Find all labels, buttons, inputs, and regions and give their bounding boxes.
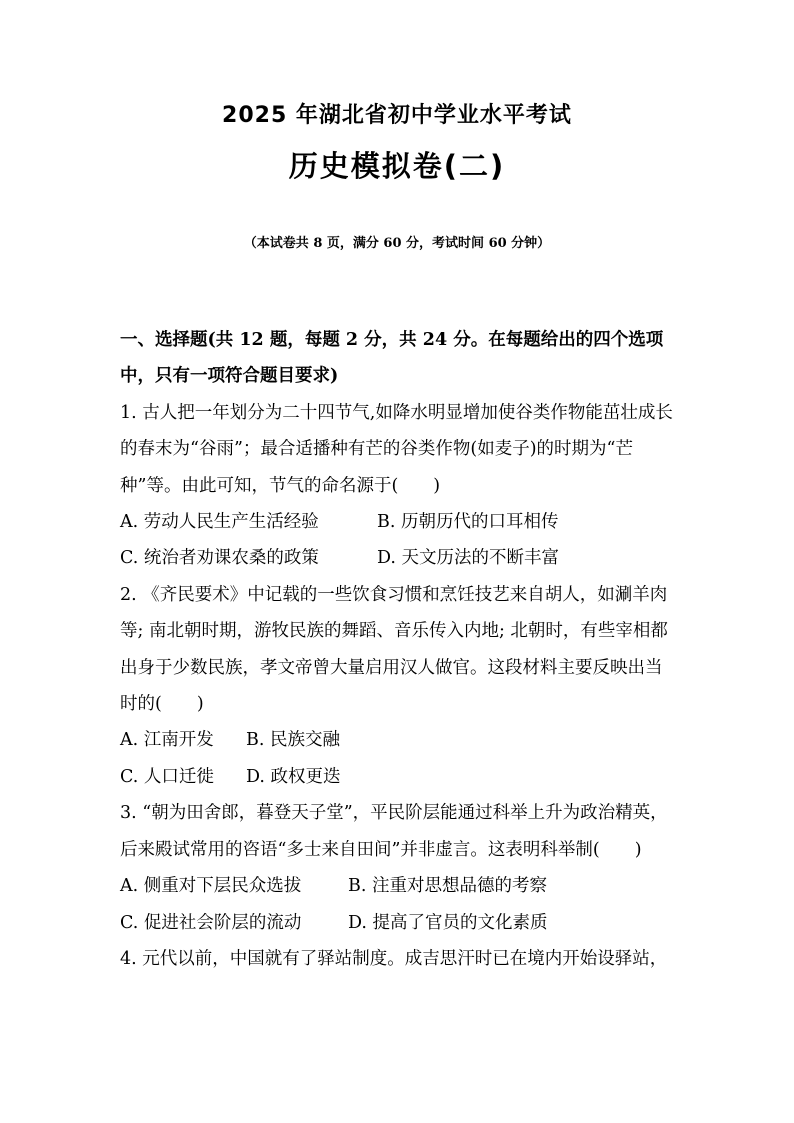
exam-title: 2025 年湖北省初中学业水平考试 (222, 103, 572, 128)
question-3-option-c: C. 促进社会阶层的流动 (120, 912, 302, 933)
question-2-option-a: A. 江南开发 (120, 730, 214, 751)
question-1-option-b: B. 历朝历代的口耳相传 (377, 512, 559, 533)
exam-note: （本试卷共 8 页，满分 60 分，考试时间 60 分钟） (243, 236, 551, 251)
question-1-options-row2 (120, 540, 676, 576)
question-4-stem: 4. 元代以前，中国就有了驿站制度。成吉思汗时已在境内开始设驿站， (120, 948, 668, 969)
question-3-stem: 3. “朝为田舍郎，暮登天子堂”，平民阶层能通过科举上升为政治精英，后来殿试常用的咨语“多士来自田间”并非虚言。这表明科举制( ) (120, 803, 668, 860)
question-3-option-b: B. 注重对思想品德的考察 (348, 876, 547, 897)
section-heading: 一、选择题(共 12 题，每题 2 分，共 24 分。在每题给出的四个选项中，只有一项符合题目要求) (120, 330, 664, 387)
question-3-option-a: A. 侧重对下层民众选拔 (120, 876, 302, 897)
question-2-option-b: B. 民族交融 (246, 730, 340, 751)
question-2-options-row1 (120, 722, 676, 758)
paper-title: 历史模拟卷(二) (288, 149, 506, 183)
question-1-options-row1 (120, 504, 676, 540)
question-1-stem: 1. 古人把一年划分为二十四节气,如降水明显增加使谷类作物能茁壮成长的春末为“谷雨”；最合适播种有芒的谷类作物(如麦子)的时期为“芒种”等。由此可知，节气的命名源于( ) (120, 402, 673, 496)
question-2-stem: 2. 《齐民要术》中记载的一些饮食习惯和烹饪技艺来自胡人，如涮羊肉等; 南北朝时期，游牧民族的舞蹈、音乐传入内地; 北朝时，有些宰相都出身于少数民族，孝文帝曾大量启用汉人做官。这段材料主要反映出当时的( ) (120, 584, 668, 715)
question-1-option-c: C. 统治者劝课农桑的政策 (120, 548, 319, 569)
question-1-option-d: D. 天文历法的不断丰富 (377, 548, 560, 569)
question-1-option-a: A. 劳动人民生产生活经验 (120, 512, 319, 533)
question-3-option-d: D. 提高了官员的文化素质 (348, 912, 548, 933)
question-2-options-row2 (120, 759, 676, 795)
question-2-option-d: D. 政权更迭 (246, 766, 341, 787)
question-2-option-c: C. 人口迁徙 (120, 766, 214, 787)
question-3-options-row2 (120, 905, 676, 941)
exam-content (120, 322, 676, 977)
question-3-options-row1 (120, 868, 676, 904)
